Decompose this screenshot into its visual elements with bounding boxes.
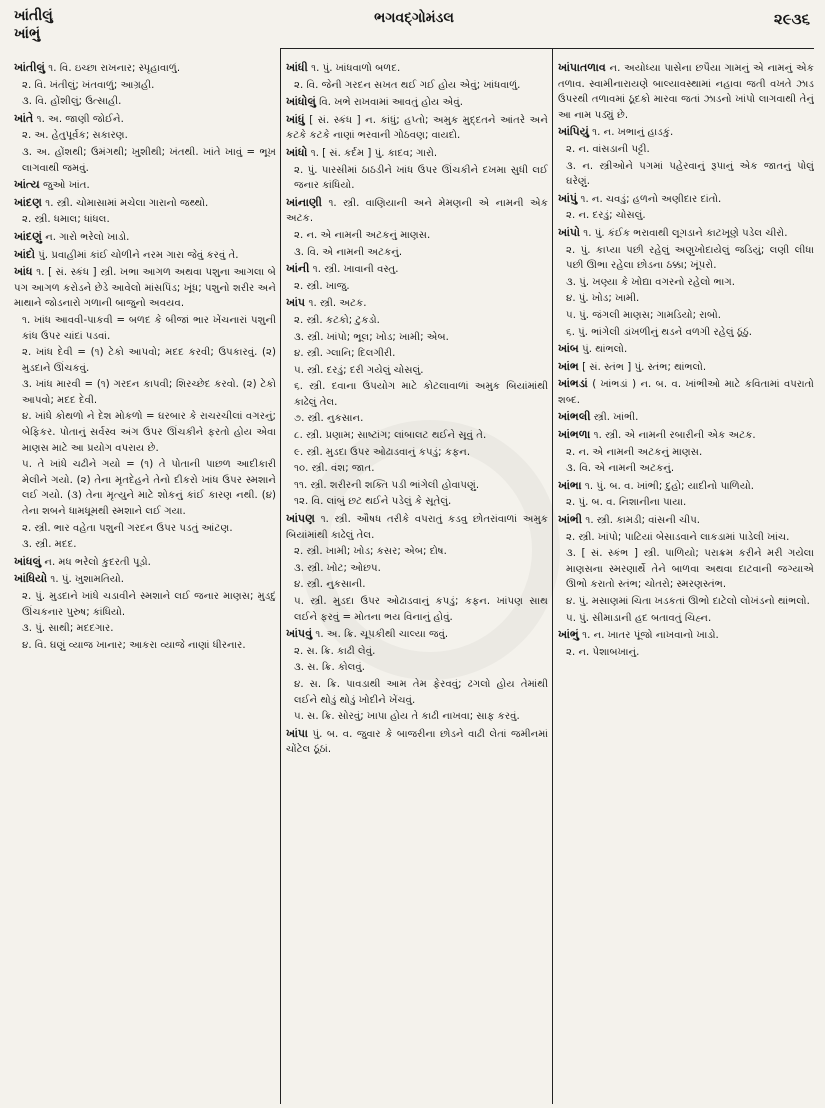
dictionary-entry bbox=[286, 112, 548, 144]
definition-text: ૩. સ્ત્રી. મદદ. bbox=[22, 539, 77, 551]
entry-sense bbox=[558, 594, 814, 610]
definition-text: ( ખાંભડાં ) ન. બ. વ. ખાંભીઓ માટે કવિતામાં વપરાતો શબ્દ. bbox=[558, 379, 814, 406]
dictionary-entry bbox=[558, 60, 814, 123]
definition-text: ૧. સ્ત્રી. ઔષધ તરીકે વપરાતું કડવુ છોતરાંવાળાં અમુક બિયાંમાંથી કાઢેલું તેલ. bbox=[286, 514, 548, 541]
definition-text: ૨. સ. ક્રિ. કાઢી લેવું. bbox=[294, 645, 376, 657]
dictionary-entry bbox=[558, 359, 814, 376]
headword: ખાંભું bbox=[558, 628, 579, 642]
entry-sense bbox=[286, 279, 548, 295]
definition-text: ૨. ન. વાંસડાની પટ્ટી. bbox=[566, 143, 650, 155]
entry-sense bbox=[286, 544, 548, 560]
entry-sense bbox=[558, 645, 814, 661]
entry-sense bbox=[286, 594, 548, 625]
definition-text: ૧. સ્ત્રી. વાણિયાની અને મેમણની એ નામની એક અટક. bbox=[286, 197, 548, 225]
definition-text: [ સં. સ્તંભ ] પું. સ્તંભ; થાંભલો. bbox=[582, 361, 707, 373]
entry-sense bbox=[286, 644, 548, 660]
dictionary-title: ભગવદ્ગોમંડલ bbox=[374, 10, 454, 26]
definition-text: ૩. સ્ત્રી. ખાંપો; ભૂલ; ખોડ; ખામી; એબ. bbox=[294, 331, 449, 343]
headword: ખાંધું bbox=[286, 112, 305, 126]
headword: ખાંદો bbox=[14, 247, 35, 261]
definition-text: ૧. પું. બ. વ. ખાંભી; દુહો; યાદીનો પાળિયો. bbox=[584, 480, 754, 492]
entry-sense bbox=[14, 345, 276, 376]
headword: ખાંતે bbox=[14, 111, 34, 125]
entry-sense bbox=[286, 78, 548, 94]
headword: ખાંપાતળાવ bbox=[558, 61, 606, 74]
definition-text: ૧૦. સ્ત્રી. વંશ; જાત. bbox=[294, 463, 375, 475]
entry-sense bbox=[286, 163, 548, 194]
entry-sense bbox=[286, 478, 548, 494]
definition-text: ન. ગારો ભરેલો ખાડો. bbox=[45, 231, 130, 243]
entry-sense bbox=[286, 330, 548, 346]
guide-word-first: ખાંતીલું bbox=[14, 8, 53, 24]
definition-text: ૯. સ્ત્રી. મુડદા ઉપર ઓઢાડવાનું કપડું; કફન. bbox=[294, 446, 471, 458]
dictionary-entry bbox=[286, 94, 548, 111]
definition-text: ૨. સ્ત્રી. ભાર વહેતા પશુની ગરદન ઉપર પડતું આંટણ. bbox=[22, 522, 233, 534]
definition-text: ૧. સ્ત્રી. ખાવાની વસ્તુ. bbox=[312, 264, 399, 276]
definition-text: ૧. ન. ચવડું; હળનો અણીદાર દાંતો. bbox=[580, 193, 722, 205]
entry-sense bbox=[14, 537, 276, 553]
dictionary-entry bbox=[558, 478, 814, 495]
dictionary-entry bbox=[286, 626, 548, 643]
headword: ખાંબ bbox=[558, 342, 579, 356]
entry-sense bbox=[558, 291, 814, 307]
definition-text: ૧. [ સં. સ્કંધ ] સ્ત્રી. ખભા આગળ અથવા પશુના આગલા બે પગ આગળ કરોડને છેડે આવેલો માંસપિંડ; ખૂંધ; પશુનો શરીર અને માથાને જોડનારો ગળાની બાજુનો અવયવ. bbox=[14, 267, 276, 310]
definition-text: ૨. ન. એ નામની અટકનું માણસ. bbox=[294, 229, 431, 241]
entry-sense bbox=[558, 275, 814, 291]
headword: ખાંધોલું bbox=[286, 95, 316, 109]
entry-sense bbox=[558, 159, 814, 190]
definition-text: ૧. ખાંધ આવવી-પાકવી = બળદ કે બીજાં ભાર ખેંચનારાં પશુની કાંધ ઉપર ચાંદાં પડવાં. bbox=[22, 314, 276, 342]
definition-text: ૪. વિ. ઘણું વ્યાજ ખાનાર; આકરા વ્યાજે નાણાં ધીરનાર. bbox=[22, 639, 246, 651]
entry-sense bbox=[558, 243, 814, 274]
headword: ખાંધો bbox=[286, 145, 308, 159]
guide-word-last: ખાંભું bbox=[14, 26, 41, 42]
definition-text: ૧૧. સ્ત્રી. શરીરની શક્તિ પડી ભાંગેલી હોવાપણું. bbox=[294, 479, 480, 491]
definition-text: ૬. સ્ત્રી. દવાના ઉપયોગ માટે કોટલાવાળાં અમુક બિયાંમાંથી કાઢેલું તેલ. bbox=[294, 381, 548, 408]
definition-text: ૨. ન. દરડું; ચોસલું. bbox=[566, 210, 646, 222]
definition-text: ૧. ન. ખાતર પૂંજો નાખવાનો ખાડો. bbox=[582, 630, 719, 642]
headword: ખાંપવું bbox=[286, 627, 313, 641]
entry-sense bbox=[286, 660, 548, 676]
headword: ખાંભળા bbox=[558, 428, 591, 442]
entry-sense bbox=[14, 377, 276, 408]
definition-text: ૩. અ. હોંશથી; ઉમંગથી; ખુશીથી; ખંતથી. ખાંતે ખાવું = ભૂખ લાગવાથી જમવું. bbox=[22, 146, 276, 174]
entry-sense bbox=[286, 494, 548, 510]
definition-text: ૩. [ સં. સ્કંભ ] સ્ત્રી. પાળિયો; પરાક્રમ કરીને મરી ગયેલા માણસના સ્મરણાર્થે તેને બાળવા અથવા દાટવાની જગ્યાએ ઊભો કરાતો સ્તંભ; ચોતરો; સ્મરણસ્તંભ. bbox=[566, 548, 814, 591]
definition-text: ૩. ખાંધ મારવી = (૧) ગરદન કાપવી; શિરચ્છેદ કરવો. (૨) ટેકો આપવો; મદદ દેવી. bbox=[22, 379, 276, 406]
definition-text: ૪. પું. મસાણમાં ચિતા ખડકતાં ઊભો દાટેલો લોખંડનો થાંભલો. bbox=[566, 596, 810, 607]
headword: ખાંધલું bbox=[14, 554, 42, 568]
definition-text: ૧. પું. ખાંધવાળો બળદ. bbox=[311, 63, 401, 74]
entry-sense bbox=[558, 546, 814, 593]
headword: ખાંપા bbox=[286, 726, 308, 740]
entry-sense bbox=[286, 561, 548, 577]
entry-sense bbox=[286, 245, 548, 261]
headword: ખાંપિયું bbox=[558, 125, 589, 139]
column-1 bbox=[14, 60, 276, 1104]
definition-text: ૩. સ. ક્રિ. કોલવું. bbox=[294, 662, 365, 674]
definition-text: ૨. પું. પારસીમાં ઠાઠડીને ખાંધ ઉપર ઊંચકીને દખમા સુધી લઈ જનાર કાંધિયો. bbox=[294, 164, 548, 192]
entry-sense bbox=[558, 611, 814, 627]
dictionary-entry bbox=[14, 554, 276, 571]
definition-text: ૨. ન. પેશાબખાનું. bbox=[566, 646, 640, 658]
definition-text: સ્ત્રી. ખાંભી. bbox=[593, 412, 639, 424]
definition-text: ૧૨. વિ. લાંબું છટ થઈને પડેલું કે સૂતેલું. bbox=[294, 496, 452, 508]
definition-text: ૨. અ. હેતુપૂર્વક; સકારણ. bbox=[22, 130, 128, 142]
column-rule-2 bbox=[552, 48, 553, 1104]
dictionary-entry bbox=[558, 427, 814, 444]
dictionary-entry bbox=[286, 511, 548, 543]
entry-sense bbox=[558, 530, 814, 546]
definition-text: વિ. ખભે રાખવામાં આવતું હોય એવું. bbox=[319, 97, 463, 109]
dictionary-entry bbox=[14, 264, 276, 312]
definition-text: ૧. સ્ત્રી. એ નામની રબારીની એક અટક. bbox=[593, 430, 756, 442]
definition-text: પું. બ. વ. જુવાર કે બાજરીના છોડને વાઢી લેતાં જમીનમાં ચોંટેલ ઠૂંઠાં. bbox=[286, 728, 548, 756]
definition-text: ૧. અ. ક્રિ. ચૂપકીથી ચાલ્યા જવું. bbox=[315, 629, 449, 641]
headword: ખાંભલી bbox=[558, 410, 591, 424]
entry-sense bbox=[14, 621, 276, 637]
definition-text: ૪. પું. ખોડ; ખામી. bbox=[566, 293, 640, 305]
entry-sense bbox=[558, 308, 814, 324]
definition-text: ૫. તે ખાંધે ચઢીને ગયો = (૧) તે પોતાની પાછળ આદીકારી મેલીને ગયો. (૨) તેના મૃતદેહને તેનો દીકરો ખાંધ ઉપર સ્મશાને લઈ ગયો. (૩) તેના મૃત્યુને માટે શોકનું કાંઈ કારણ નથી. (૪) તેના શબને ધામધૂમથી સ્મશાને લઈ ગયા. bbox=[22, 459, 276, 518]
definition-text: ૨. સ્ત્રી. ધમાલ; ધાંધલ. bbox=[22, 214, 110, 226]
definition-text: ૨. વિ. ખંતીલું; ખંતવાળું; આગ્રહી. bbox=[22, 79, 155, 91]
dictionary-entry bbox=[558, 191, 814, 208]
entry-sense bbox=[286, 363, 548, 379]
headword: ખાંનાણી bbox=[286, 195, 322, 209]
entry-sense bbox=[558, 495, 814, 511]
definition-text: ૭. સ્ત્રી. નુકસાન. bbox=[294, 413, 364, 425]
definition-text: ૨. પું. બ. વ. નિશાનીના પાયા. bbox=[566, 497, 687, 509]
definition-text: ૩. ન. સ્ત્રીઓને પગમાં પહેરવાનું રૂપાનું એક જાતનું પોલું ઘરેણું. bbox=[566, 160, 814, 188]
definition-text: ૩. વિ. એ નામની અટકનું. bbox=[294, 246, 403, 258]
headword: ખાંપો bbox=[558, 225, 580, 239]
definition-text: ૫. પું. જંગલી માણસ; ગામડિયો; રાબો. bbox=[566, 309, 721, 321]
dictionary-entry bbox=[558, 341, 814, 358]
definition-text: ન. મધ ભરેલો કુદરતી પૂડો. bbox=[44, 556, 151, 568]
definition-text: ૫. પું. સીમાડાની હદ બતાવતું ચિહ્ન. bbox=[566, 612, 712, 624]
entry-sense bbox=[14, 313, 276, 344]
dictionary-entry bbox=[286, 295, 548, 312]
header-rule bbox=[280, 48, 814, 49]
definition-text: ૨. સ્ત્રી. કટકો; ટુકડો. bbox=[294, 314, 380, 326]
entry-sense bbox=[14, 521, 276, 537]
definition-text: પું. થાંભલો. bbox=[582, 344, 628, 356]
definition-text: ૧. [ સં. કર્દમ ] પું. કાદવ; ગારો. bbox=[310, 147, 438, 159]
definition-text: ૩. વિ. એ નામની અટકનું. bbox=[566, 463, 675, 475]
definition-text: ૧. સ્ત્રી. કામડી; વાંસની ચીપ. bbox=[585, 515, 701, 527]
dictionary-entry bbox=[14, 111, 276, 128]
entry-sense bbox=[14, 457, 276, 519]
definition-text: ૧. અ. જાણી જોઈને. bbox=[36, 113, 124, 125]
entry-sense bbox=[14, 128, 276, 144]
entry-sense bbox=[14, 409, 276, 456]
headword: ખાંની bbox=[286, 262, 310, 276]
definition-text: ૪. સ્ત્રી. નુકસાની. bbox=[294, 579, 366, 591]
definition-text: ૬. પું. ભાંગેલી ડાંખળીનું થડને વળગી રહેલું ઠૂંઠું. bbox=[566, 326, 753, 338]
dictionary-entry bbox=[14, 195, 276, 212]
dictionary-entry bbox=[14, 229, 276, 246]
entry-sense bbox=[286, 228, 548, 244]
definition-text: ૪. સ્ત્રી. ગ્લાનિ; દિલગીરી. bbox=[294, 348, 396, 360]
headword: ખાંધિયો bbox=[14, 572, 48, 586]
dictionary-entry bbox=[14, 177, 276, 194]
definition-text: ૪. ખાંધે કોથળો ને દેશ મોકળો = ઘરબાર કે રાચરચીલાં વગરનું; બેફિકર. પોતાનું સર્વસ્વ અંગ ઉપર ઊંચકીને ફરતો હોય એવા માણસ માટે આ પ્રયોગ વપરાય છે. bbox=[22, 411, 276, 454]
definition-text: ૨. ન. એ નામની અટકનું માણસ. bbox=[566, 446, 703, 458]
dictionary-entry bbox=[558, 627, 814, 644]
entry-sense bbox=[286, 346, 548, 362]
dictionary-entry bbox=[286, 195, 548, 227]
entry-sense bbox=[14, 78, 276, 94]
headword: ખાંપ bbox=[286, 296, 306, 310]
definition-text: ૩. પું. ખણ્યા કે ખોદ્યા વગરનો રહેલો ભાગ. bbox=[566, 276, 735, 288]
definition-text: ૫. સ્ત્રી. દરડું; દરી ગયેલું ચોસલું. bbox=[294, 364, 424, 376]
dictionary-page bbox=[14, 6, 814, 1104]
dictionary-entry bbox=[558, 124, 814, 141]
definition-text: ૧. પું. ખુશામતિયો. bbox=[50, 574, 125, 586]
page-number: ૨૯૩૬ bbox=[773, 10, 810, 28]
entry-sense bbox=[286, 709, 548, 725]
entry-sense bbox=[558, 461, 814, 477]
definition-text: ૨. ખાંધ દેવી = (૧) ટેકો આપવો; મદદ કરવી; ઉપકારવું. (૨) મુડદાને ઊંચકવું. bbox=[22, 347, 276, 374]
entry-sense bbox=[286, 379, 548, 410]
definition-text: ૩. પું. સાથી; મદદગાર. bbox=[22, 623, 114, 635]
entry-sense bbox=[286, 677, 548, 708]
dictionary-entry bbox=[286, 261, 548, 278]
definition-text: ૨. વિ. જેની ગરદન સખત થઈ ગઈ હોય એવું; ખાંધવાળું. bbox=[294, 79, 521, 91]
definition-text: ૧. વિ. ઇચ્છા રાખનાર; સ્પૃહાવાળું. bbox=[48, 63, 181, 74]
headword: ખાંદણું bbox=[14, 229, 42, 243]
definition-text: ૧. સ્ત્રી. અટક. bbox=[308, 298, 367, 310]
definition-text: ૫. સ્ત્રી. મુડદા ઉપર ઓઢાડવાનું કપડું; કફન. ખાંપણ સાથ લઈને ફરવું = મોતના ભય વિનાનું હોવું. bbox=[294, 596, 548, 623]
definition-text: ૩. વિ. હોંશીલું; ઉત્સાહી. bbox=[22, 96, 122, 108]
column-3 bbox=[558, 60, 814, 1104]
definition-text: ૨. પું. મુડદાને ખાંધે ચડાવીને સ્મશાને લઈ જનાર માણસ; મુડદું ઊંચકનાર પુરુષ; કાંધિયો. bbox=[22, 591, 276, 618]
definition-text: પું. પ્રવાહીમાં કાંઈ ચોળીને નરમ ગારા જેવું કરવું તે. bbox=[38, 249, 239, 261]
definition-text: ૫. સ. ક્રિ. સોરવું; ખાપા હોય તે કાઢી નાખવા; સાફ કરવું. bbox=[294, 711, 520, 723]
entry-sense bbox=[286, 577, 548, 593]
entry-sense bbox=[286, 428, 548, 444]
entry-sense bbox=[14, 145, 276, 176]
entry-sense bbox=[558, 208, 814, 224]
entry-sense bbox=[14, 589, 276, 620]
definition-text: [ સં. સ્કંધ ] ન. કાંધું; હપ્તો; અમુક મુદ્દતને આંતરે અને કટકે કટકે નાણાં ભરવાની ગોઠવણ; વાયદો. bbox=[286, 114, 548, 142]
definition-text: ૨. સ્ત્રી. ખાજુ. bbox=[294, 280, 350, 292]
entry-sense bbox=[286, 445, 548, 461]
definition-text: ન. અયોધ્યા પાસેના છપૈયા ગામનું એ નામનું એક તળાવ. સ્વામીનારાયણે બાલ્યાવસ્થામાં નહાવા જતી વખતે ઝાડ ઉપરથી તળાવમાં ઠૂદકો મારવા જતાં ઝાડનો ખાંપો લાગવાથી તેનું આ નામ પડ્યું છે. bbox=[558, 63, 814, 121]
headword: ખાંપું bbox=[558, 191, 578, 205]
dictionary-entry bbox=[14, 571, 276, 588]
entry-sense bbox=[558, 445, 814, 461]
entry-sense bbox=[558, 142, 814, 158]
dictionary-entry bbox=[14, 60, 276, 77]
dictionary-entry bbox=[558, 376, 814, 408]
headword: ખાંધ bbox=[14, 265, 33, 279]
headword: ખાંભી bbox=[558, 513, 583, 527]
entry-sense bbox=[558, 325, 814, 341]
dictionary-entry bbox=[14, 247, 276, 264]
entry-sense bbox=[286, 461, 548, 477]
dictionary-entry bbox=[558, 409, 814, 426]
definition-text: ૪. સ. ક્રિ. પાવડાથી આમ તેમ ફેરવવું; ઢગલો હોય તેમાંથી લઈને થોડું થોડું ખોદીને ખેંચવું. bbox=[294, 678, 548, 706]
dictionary-entry bbox=[286, 726, 548, 758]
dictionary-entry bbox=[558, 225, 814, 242]
headword: ખાંપણ bbox=[286, 512, 315, 526]
headword: ખાંધી bbox=[286, 61, 308, 74]
headword: ખાંભડાં bbox=[558, 377, 588, 391]
headword: ખાંદણ bbox=[14, 195, 42, 209]
dictionary-entry bbox=[286, 145, 548, 162]
dictionary-entry bbox=[286, 60, 548, 77]
headword: ખાંતીલું bbox=[14, 61, 46, 74]
headword: ખાંભા bbox=[558, 478, 582, 492]
definition-text: ૧. સ્ત્રી. ચોમાસામાં મચેલા ગારાનો જથ્થો. bbox=[45, 197, 209, 209]
definition-text: જુઓ ખાંત. bbox=[43, 180, 90, 192]
definition-text: ૨. સ્ત્રી. ખાંપો; પાટિયાં બેસાડવાને લાકડામાં પાડેલી ખાંચ. bbox=[566, 531, 790, 543]
entry-sense bbox=[286, 411, 548, 427]
headword: ખાંભ bbox=[558, 359, 579, 373]
definition-text: ૧. ન. ખભાનું હાડકું. bbox=[592, 127, 674, 139]
headword: ખાંત્ય bbox=[14, 178, 40, 192]
column-rule-1 bbox=[280, 48, 281, 1104]
definition-text: ૨. પું. કાપ્યા પછી રહેલું અણુખોદાયેલું જડિયું; લણી લીધા પછી ઊભા રહેલા છોડના ઠક્કા; ખૂંપરો. bbox=[566, 244, 814, 272]
entry-sense bbox=[14, 638, 276, 654]
definition-text: ૩. સ્ત્રી. ખોટ; ઓછપ. bbox=[294, 562, 381, 574]
definition-text: ૮. સ્ત્રી. પ્રણામ; સાષ્ટાંગ; લાંબાલટ થઈને સૂવું તે. bbox=[294, 430, 487, 442]
entry-sense bbox=[14, 94, 276, 110]
entry-sense bbox=[286, 313, 548, 329]
entry-sense bbox=[14, 212, 276, 228]
definition-text: ૨. સ્ત્રી. ખામી; ખોડ; કસર; એબ; દોષ. bbox=[294, 546, 447, 558]
dictionary-entry bbox=[558, 512, 814, 529]
column-2 bbox=[286, 60, 548, 1104]
definition-text: ૧. પું. કંઈક ભરાવાથી લૂગડાને કાટખૂણે પડેલ ચીરો. bbox=[583, 227, 788, 239]
